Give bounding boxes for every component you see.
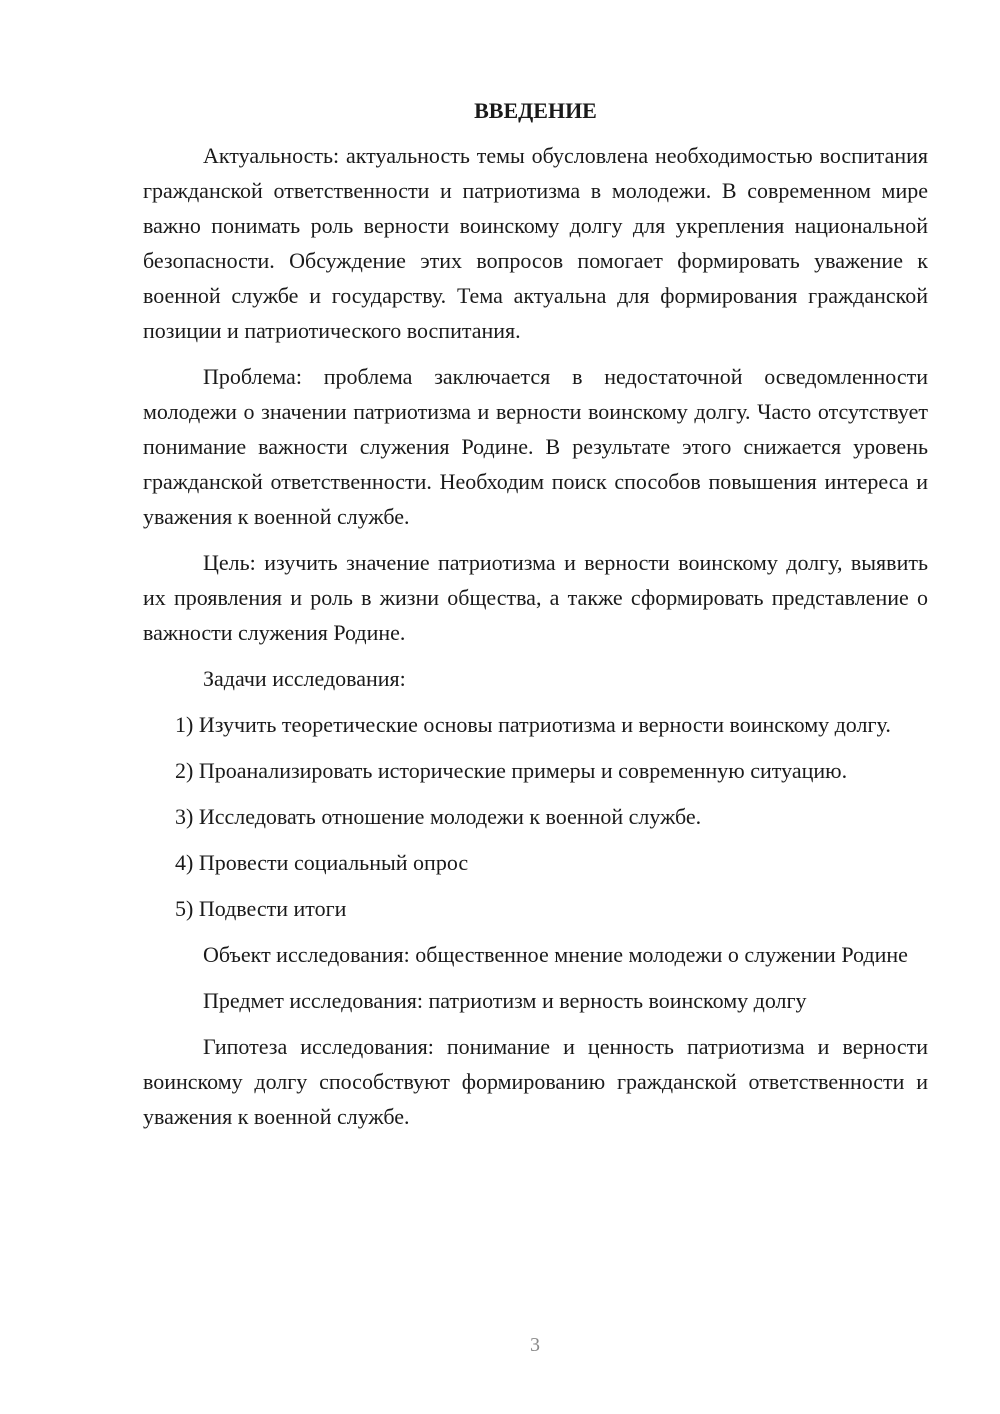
paragraph-problem: Проблема: проблема заключается в недостаточной осведомленности молодежи о значении патриотизма и верности воинскому долгу. Часто отсутствует понимание важности служения Родине. В результате этого снижается уровень гражданской ответственности. Необходим поиск способов повышения интереса и уважения к военной службе.	[143, 364, 928, 529]
paragraph-relevance: Актуальность: актуальность темы обусловлена необходимостью воспитания гражданской ответственности и патриотизма в молодежи. В современном мире важно понимать роль верности воинскому долгу для укрепления национальной безопасности. Обсуждение этих вопросов помогает формировать уважение к военной службе и государству. Тема актуальна для формирования гражданской позиции и патриотического воспитания.	[143, 143, 928, 343]
paragraph-hypothesis: Гипотеза исследования: понимание и ценность патриотизма и верности воинскому долгу способствуют формированию гражданской ответственности и уважения к военной службе.	[143, 1034, 928, 1129]
tasks-heading: Задачи исследования:	[203, 666, 406, 691]
task-item-1: 1) Изучить теоретические основы патриотизма и верности воинскому долгу.	[175, 712, 891, 737]
section-title: ВВЕДЕНИЕ	[474, 98, 597, 123]
task-item-5: 5) Подвести итоги	[175, 896, 347, 921]
task-item-2: 2) Проанализировать исторические примеры и современную ситуацию.	[175, 758, 848, 783]
page-number: 3	[530, 1334, 540, 1356]
paragraph-subject: Предмет исследования: патриотизм и верность воинскому долгу	[203, 988, 807, 1013]
paragraph-goal: Цель: изучить значение патриотизма и верности воинскому долгу, выявить их проявления и роль в жизни общества, а также сформировать представление о важности служения Родине.	[143, 550, 928, 645]
page-content	[143, 93, 928, 1134]
paragraph-object: Объект исследования: общественное мнение молодежи о служении Родине	[203, 942, 908, 967]
task-item-3: 3) Исследовать отношение молодежи к военной службе.	[175, 804, 702, 829]
task-item-4: 4) Провести социальный опрос	[175, 850, 469, 875]
